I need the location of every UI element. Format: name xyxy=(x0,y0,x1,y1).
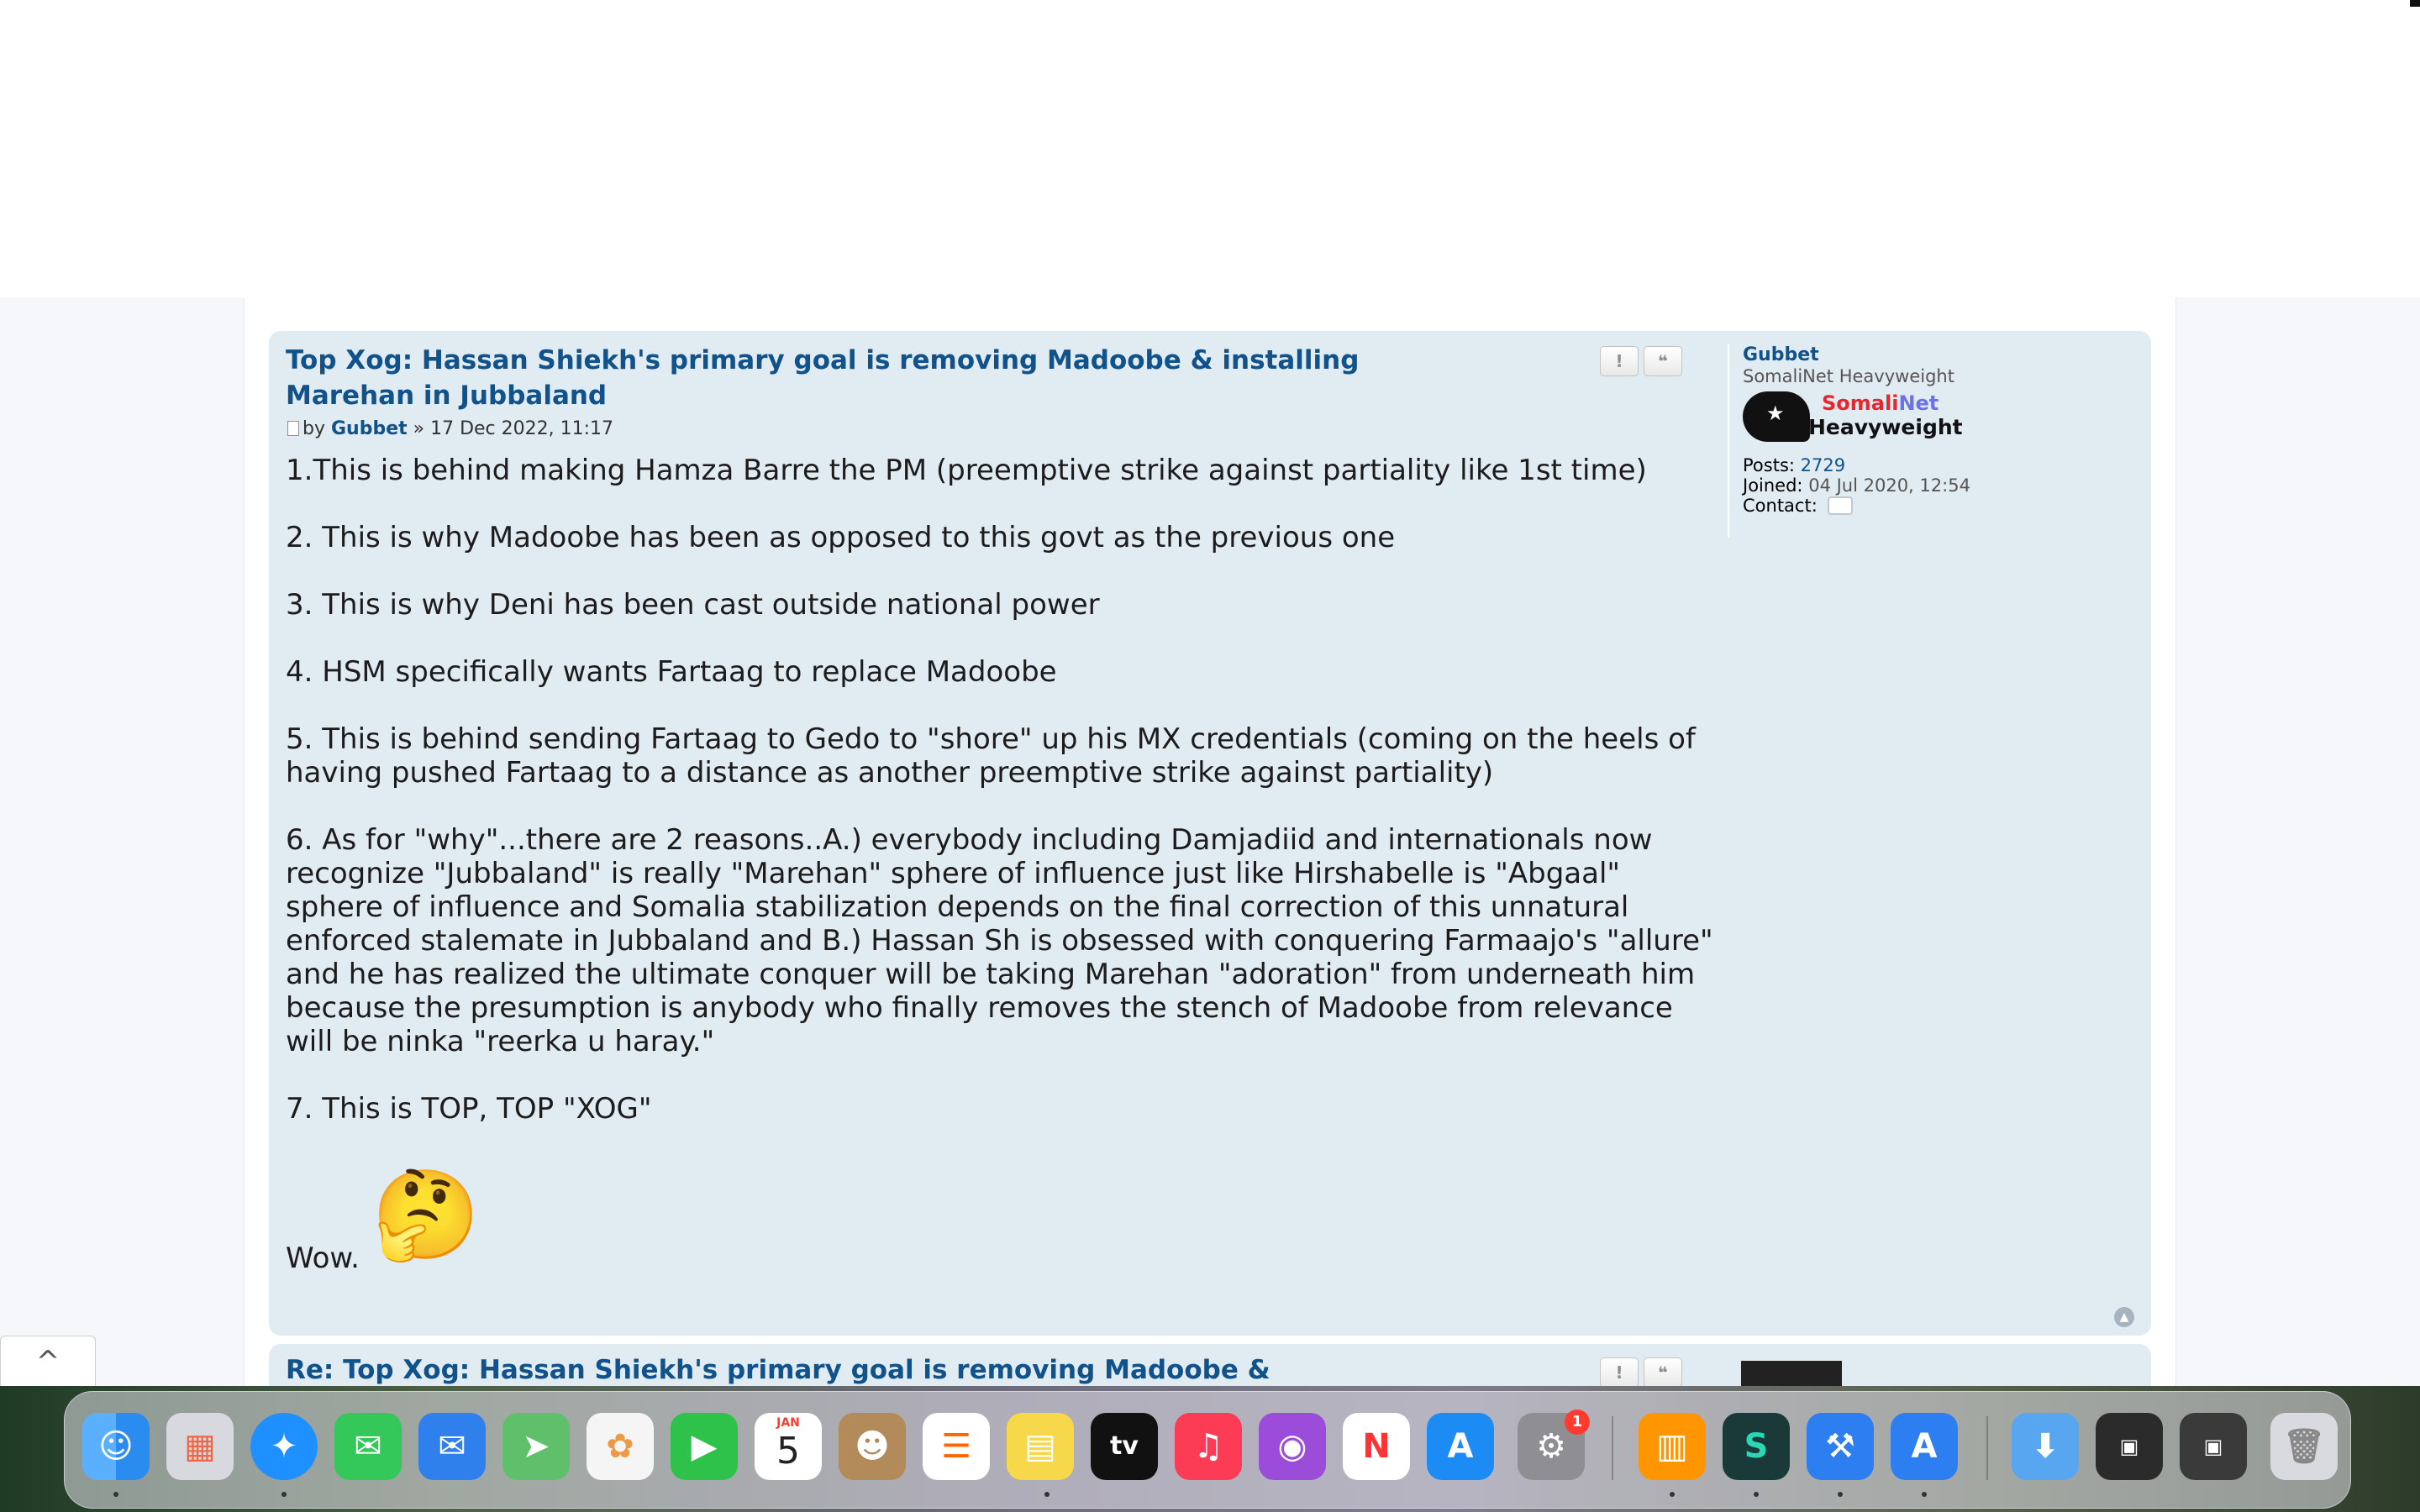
quote-button[interactable]: ❝ xyxy=(1644,1357,1682,1388)
finder-icon[interactable]: ☺ xyxy=(82,1413,150,1480)
thinking-face-emoji-icon: 🤔 xyxy=(371,1163,481,1266)
report-button[interactable]: ! xyxy=(1600,1357,1639,1388)
running-indicator xyxy=(281,1492,287,1497)
quote-button[interactable]: ❝ xyxy=(1644,346,1682,376)
running-indicator xyxy=(113,1492,118,1497)
posts-count-link[interactable]: 2729 xyxy=(1800,455,1846,475)
post-author-line xyxy=(287,418,613,439)
notification-badge: 1 xyxy=(1565,1410,1590,1435)
post-paragraph: 7. This is TOP, TOP "XOG" xyxy=(286,1092,652,1126)
post-paragraph: 5. This is behind sending Fartaag to Gedo to "shore" up his MX credentials (coming on the heels of having pushed Fartaag to a distance as another preemptive strike against partiality) xyxy=(286,722,1696,790)
running-indicator xyxy=(1044,1492,1050,1497)
music-icon[interactable]: ♫ xyxy=(1175,1413,1242,1480)
calendar-month: JAN xyxy=(776,1416,800,1430)
screenshot-thumbnail-icon[interactable]: ▣ xyxy=(2180,1413,2247,1480)
post-paragraph: 3. This is why Deni has been cast outside national power xyxy=(286,588,1100,622)
calendar-icon[interactable] xyxy=(755,1413,822,1480)
dock-separator xyxy=(1612,1416,1613,1480)
trash-icon[interactable]: 🗑 xyxy=(2270,1413,2338,1480)
launchpad-icon[interactable]: ▦ xyxy=(166,1413,234,1480)
apple-tv-icon[interactable]: tv xyxy=(1091,1413,1158,1480)
contact-chat-icon[interactable] xyxy=(1828,496,1853,515)
rank-image-text-somali: Somali xyxy=(1822,391,1899,415)
safari-icon[interactable]: ✦ xyxy=(250,1413,318,1480)
photos-icon[interactable]: ✿ xyxy=(587,1413,654,1480)
books-icon[interactable]: ▥ xyxy=(1639,1413,1706,1480)
joined-date: 04 Jul 2020, 12:54 xyxy=(1808,475,1970,496)
author-prefix: by xyxy=(302,418,325,439)
profile-username-link[interactable]: Gubbet xyxy=(1743,344,1819,365)
post-paragraph: 6. As for "why"...there are 2 reasons..A.) everybody including Damjadiid and internationals now recognize "Jubbaland" is really "Marehan" sphere of influence just like Hirshabelle is "Abgaal" sphere of influence and Somalia stabilization depends on the final correction of this unnatural enforced stalemate in Jubbaland and B.) Hassan Sh is obsessed with conquering Farmaajo's "allure" and he has realized the ultimate conquer will be taking Marehan "adoration" from underneath him because the presumption is anybody who finally removes the stench of Madoobe from relevance will be ninka "reerka u haray." xyxy=(286,823,1713,1058)
messages-icon[interactable]: ✉ xyxy=(334,1413,402,1480)
downloads-folder-icon[interactable]: ⬇ xyxy=(2012,1413,2079,1480)
podcasts-icon[interactable]: ◉ xyxy=(1259,1413,1326,1480)
notes-icon[interactable]: ▤ xyxy=(1007,1413,1074,1480)
post-paragraph: 4. HSM specifically wants Fartaag to replace Madoobe xyxy=(286,655,1057,689)
profile-posts xyxy=(1743,455,2131,475)
running-indicator xyxy=(1922,1492,1927,1497)
simulator-icon[interactable]: A xyxy=(1891,1413,1958,1480)
back-to-top-circle-icon[interactable]: ▲ xyxy=(2114,1307,2134,1327)
post-paragraph: 1.This is behind making Hamza Barre the PM (preemptive strike against partiality like 1st time) xyxy=(286,454,1647,487)
joined-label: Joined: xyxy=(1743,475,1803,496)
contacts-icon[interactable]: ☻ xyxy=(839,1413,906,1480)
maps-icon[interactable]: ➤ xyxy=(502,1413,570,1480)
profile-rank: SomaliNet Heavyweight xyxy=(1743,366,1954,386)
system-settings-icon[interactable]: ⚙ 1 xyxy=(1518,1413,1585,1480)
profile-joined xyxy=(1743,475,2131,496)
surfshark-icon[interactable]: S xyxy=(1723,1413,1790,1480)
post-content xyxy=(286,454,1714,1275)
post xyxy=(269,331,2151,1336)
running-indicator xyxy=(1754,1492,1759,1497)
app-store-icon[interactable]: A xyxy=(1427,1413,1494,1480)
mail-icon[interactable]: ✉ xyxy=(418,1413,486,1480)
post-date: » 17 Dec 2022, 11:17 xyxy=(413,418,614,439)
calendar-day: 5 xyxy=(776,1430,800,1473)
reminders-icon[interactable]: ☰ xyxy=(923,1413,990,1480)
running-indicator xyxy=(1670,1492,1675,1497)
running-indicator xyxy=(1838,1492,1843,1497)
post-profile xyxy=(1728,344,2131,538)
screenshot-thumbnail-icon[interactable]: ▣ xyxy=(2096,1413,2163,1480)
profile-contact xyxy=(1743,496,2131,516)
wow-line xyxy=(286,1164,622,1282)
post-title-link[interactable]: Top Xog: Hassan Shiekh's primary goal is removing Madoobe & installing Marehan in Jubbaland xyxy=(286,345,1360,411)
contact-label: Contact: xyxy=(1743,496,1818,516)
report-button[interactable]: ! xyxy=(1600,346,1639,376)
rank-image xyxy=(1743,388,1963,447)
post-title-link[interactable]: Re: Top Xog: Hassan Shiekh's primary goal is removing Madoobe & xyxy=(286,1355,1270,1385)
post-file-icon[interactable] xyxy=(287,421,299,436)
top-blank-area xyxy=(0,0,2420,297)
wow-text: Wow. xyxy=(286,1242,360,1275)
facetime-icon[interactable]: ▶ xyxy=(671,1413,738,1480)
posts-label: Posts: xyxy=(1743,455,1795,475)
xcode-icon[interactable]: ⚒ xyxy=(1807,1413,1874,1480)
chevron-up-icon: ^ xyxy=(35,1345,60,1378)
star-icon: ★ xyxy=(1766,402,1785,425)
rank-image-text-heavyweight: Heavyweight xyxy=(1808,415,1963,439)
corner-mark xyxy=(2410,0,2420,7)
news-icon[interactable]: N xyxy=(1343,1413,1410,1480)
post-paragraph: 2. This is why Madoobe has been as opposed to this govt as the previous one xyxy=(286,521,1396,554)
dock-separator xyxy=(1986,1416,1988,1480)
author-link[interactable]: Gubbet xyxy=(330,418,408,439)
scroll-up-tab[interactable] xyxy=(0,1336,96,1388)
rank-image-text-net: Net xyxy=(1898,391,1939,415)
